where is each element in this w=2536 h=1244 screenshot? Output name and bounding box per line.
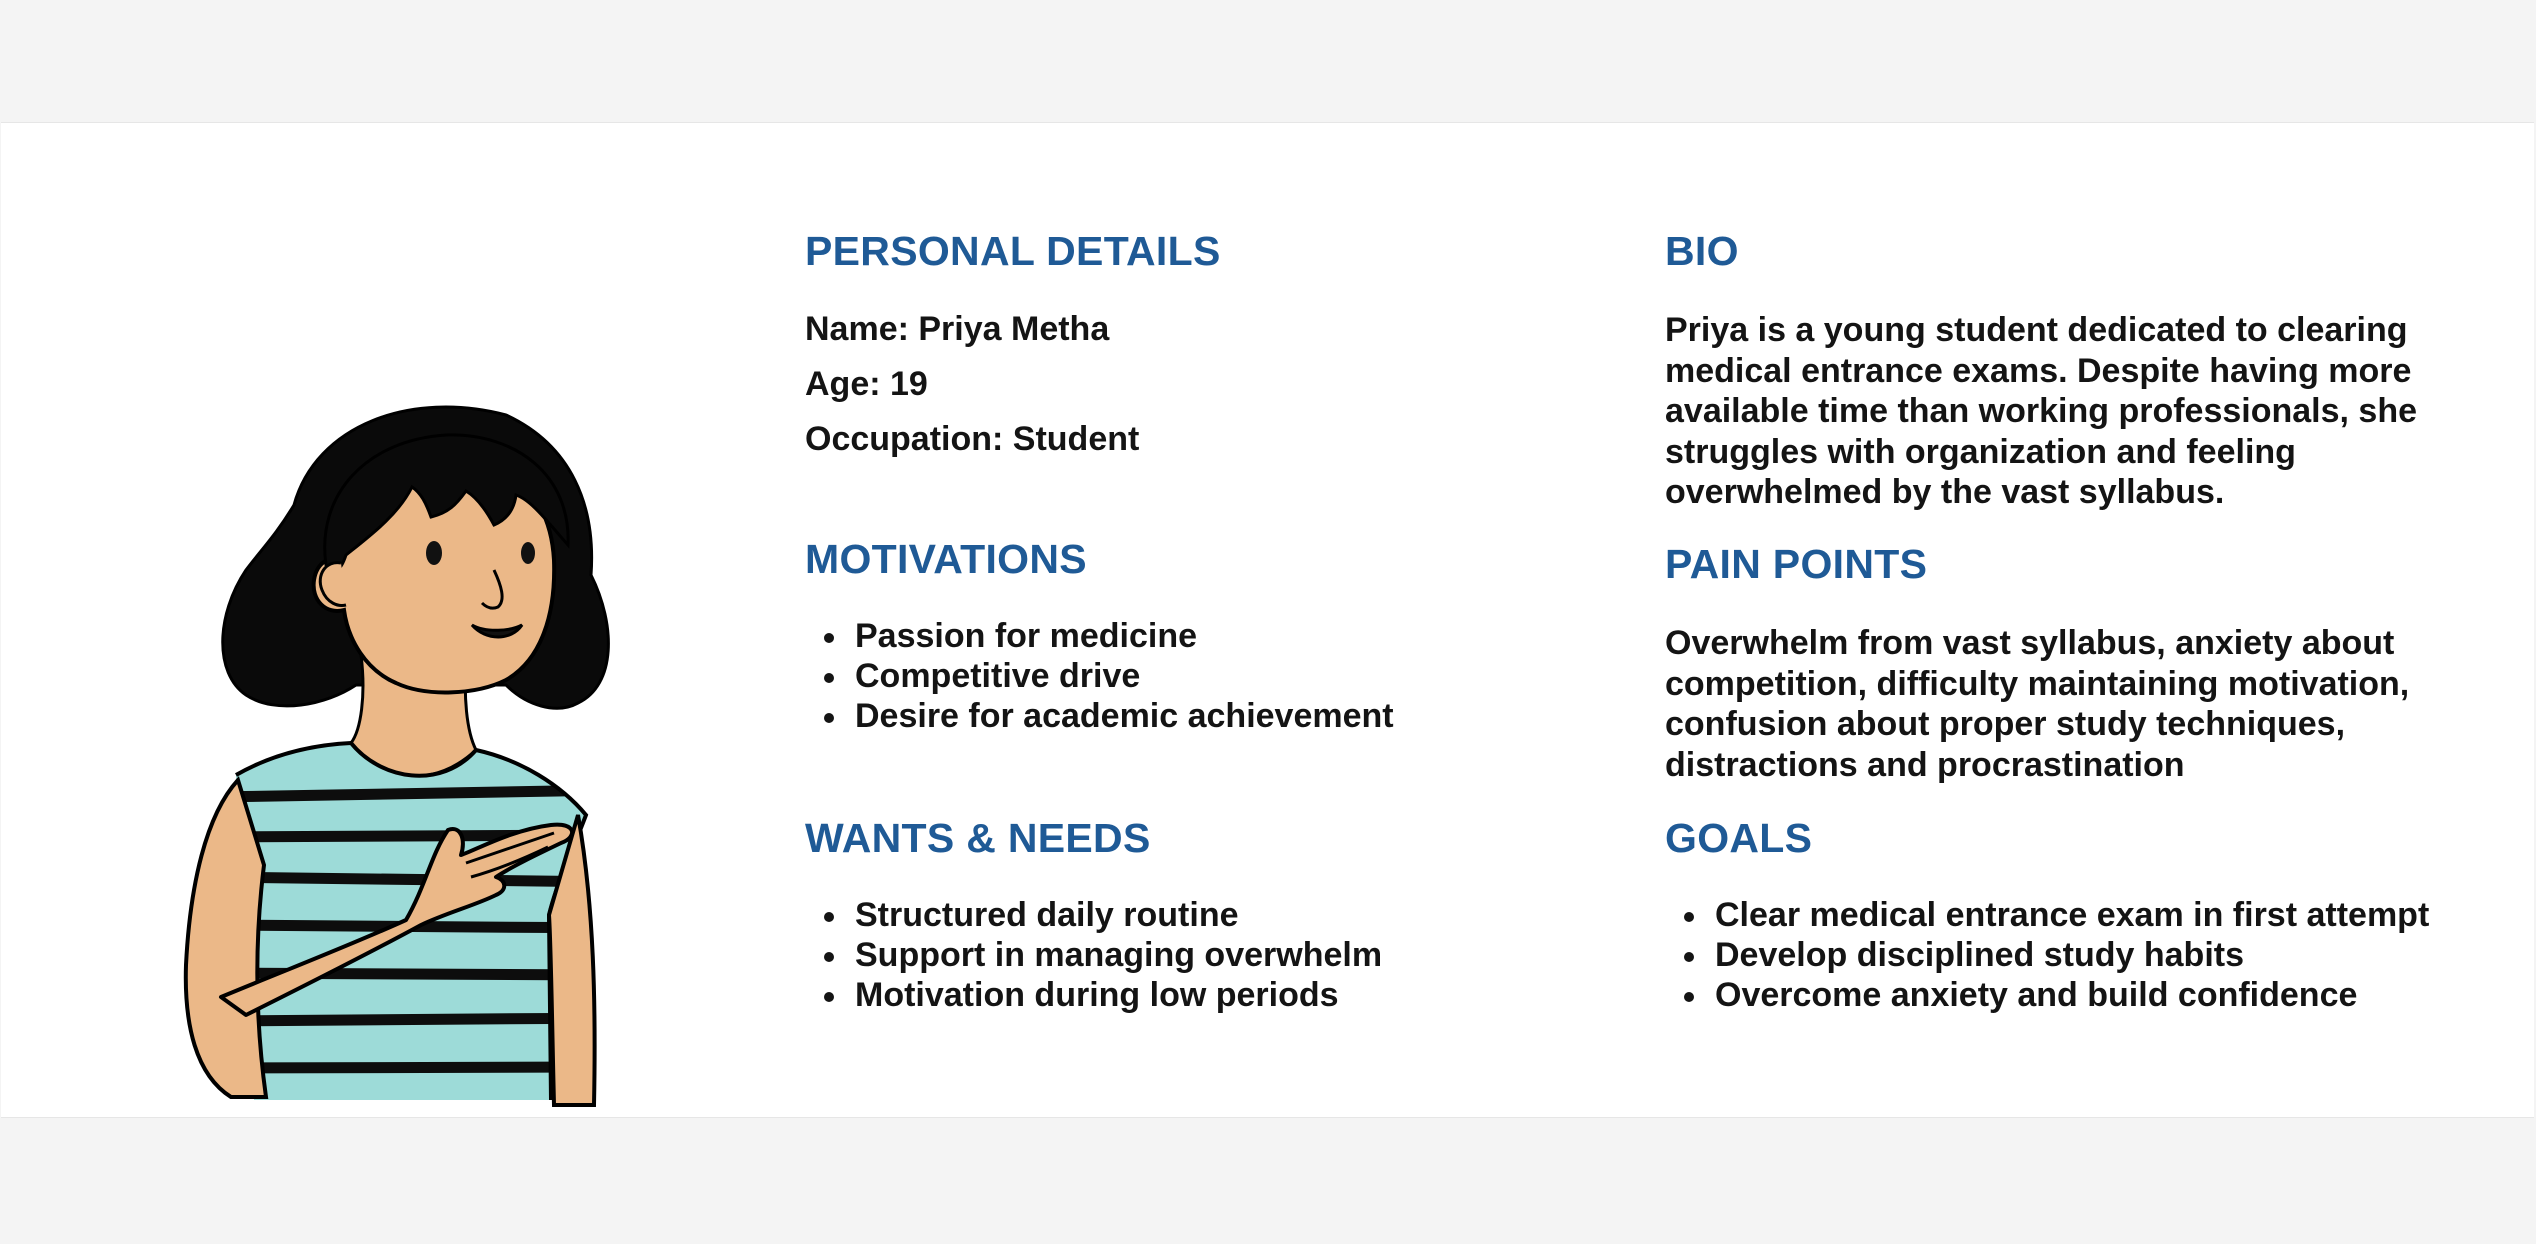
list-item: Develop disciplined study habits bbox=[1665, 935, 2429, 975]
motivations-heading: MOTIVATIONS bbox=[805, 536, 1087, 582]
list-item: Passion for medicine bbox=[805, 616, 1394, 656]
pain-points-text: Overwhelm from vast syllabus, anxiety about competition, difficulty maintaining motivation, confusion about proper study techniques, distractions and procrastination bbox=[1665, 624, 2410, 784]
persona-card bbox=[1, 122, 2534, 1118]
wants-needs-heading: WANTS & NEEDS bbox=[805, 815, 1151, 861]
persona-avatar-icon bbox=[176, 385, 666, 1115]
list-item: Support in managing overwhelm bbox=[805, 935, 1382, 975]
name-field: Name: Priya Metha bbox=[805, 310, 1110, 348]
list-item: Clear medical entrance exam in first attempt bbox=[1665, 895, 2429, 935]
bio-text: Priya is a young student dedicated to clearing medical entrance exams. Despite having more available time than working professionals, she struggles with organization and feeling overwhelmed by the vast syllabus. bbox=[1665, 311, 2418, 511]
personal-details-heading: PERSONAL DETAILS bbox=[805, 228, 1221, 274]
age-field: Age: 19 bbox=[805, 365, 928, 403]
list-item: Competitive drive bbox=[805, 656, 1394, 696]
occupation-field: Occupation: Student bbox=[805, 420, 1140, 458]
motivations-list bbox=[805, 616, 1394, 736]
list-item: Overcome anxiety and build confidence bbox=[1665, 975, 2429, 1015]
list-item: Motivation during low periods bbox=[805, 975, 1382, 1015]
goals-heading: GOALS bbox=[1665, 815, 1813, 861]
bio-heading: BIO bbox=[1665, 228, 1739, 274]
pain-points-heading: PAIN POINTS bbox=[1665, 541, 1928, 587]
wants-needs-list bbox=[805, 895, 1382, 1015]
list-item: Desire for academic achievement bbox=[805, 696, 1394, 736]
list-item: Structured daily routine bbox=[805, 895, 1382, 935]
goals-list bbox=[1665, 895, 2429, 1015]
